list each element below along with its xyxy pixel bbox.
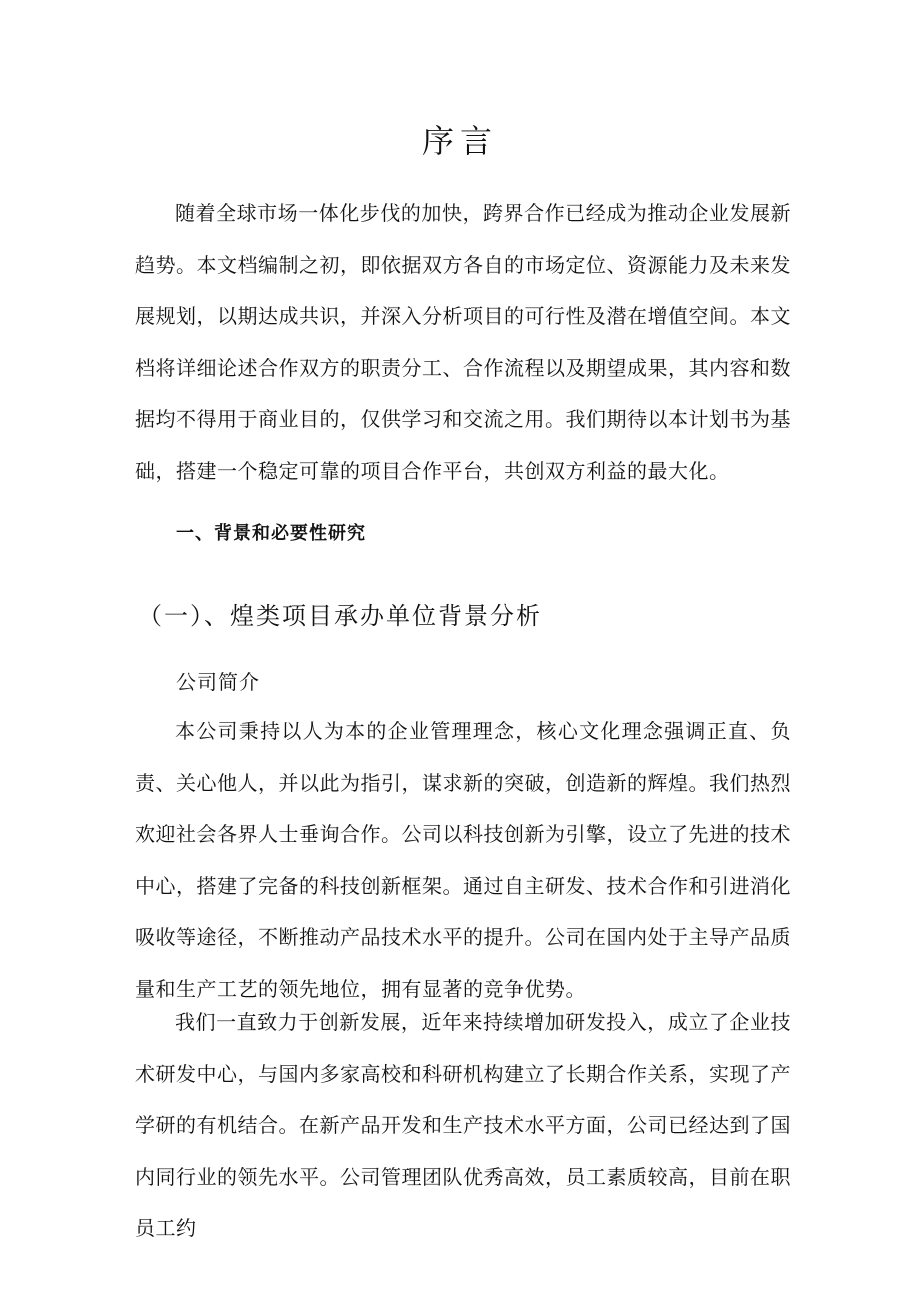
page-title: 序言 xyxy=(421,122,498,160)
company-intro-paragraph-2: 我们一直致力于创新发展，近年来持续增加研发投入，成立了企业技术研发中心，与国内多家高校和科研机构建立了长期合作关系，实现了产学研的有机结合。在新产品开发和生产技术水平方面，公司已经达到了国内同行业的领先水平。公司管理团队优秀高效，员工素质较高，目前在职员工约 xyxy=(135,1010,791,1240)
subsection-heading: （一）、煌类项目承办单位背景分析 xyxy=(138,602,542,630)
preface-paragraph: 随着全球市场一体化步伐的加快，跨界合作已经成为推动企业发展新趋势。本文档编制之初，即依据双方各自的市场定位、资源能力及未来发展规划，以期达成共识，并深入分析项目的可行性及潜在增值空间。本文档将详细论述合作双方的职责分工、合作流程以及期望成果，其内容和数据均不得用于商业目的，仅供学习和交流之用。我们期待以本计划书为基础，搭建一个稳定可靠的项目合作平台，共创双方利益的最大化。 xyxy=(135,201,791,483)
section-heading: 一、背景和必要性研究 xyxy=(176,523,366,544)
subtopic-heading: 公司简介 xyxy=(176,670,260,694)
company-intro-paragraph-1: 本公司秉持以人为本的企业管理理念，核心文化理念强调正直、负责、关心他人，并以此为指引，谋求新的突破，创造新的辉煌。我们热烈欢迎社会各界人士垂询合作。公司以科技创新为引擎，设立了先进的技术中心，搭建了完备的科技创新框架。通过自主研发、技术合作和引进消化吸收等途径，不断推动产品技术水平的提升。公司在国内处于主导产品质量和生产工艺的领先地位，拥有显著的竞争优势。 xyxy=(135,719,791,1001)
